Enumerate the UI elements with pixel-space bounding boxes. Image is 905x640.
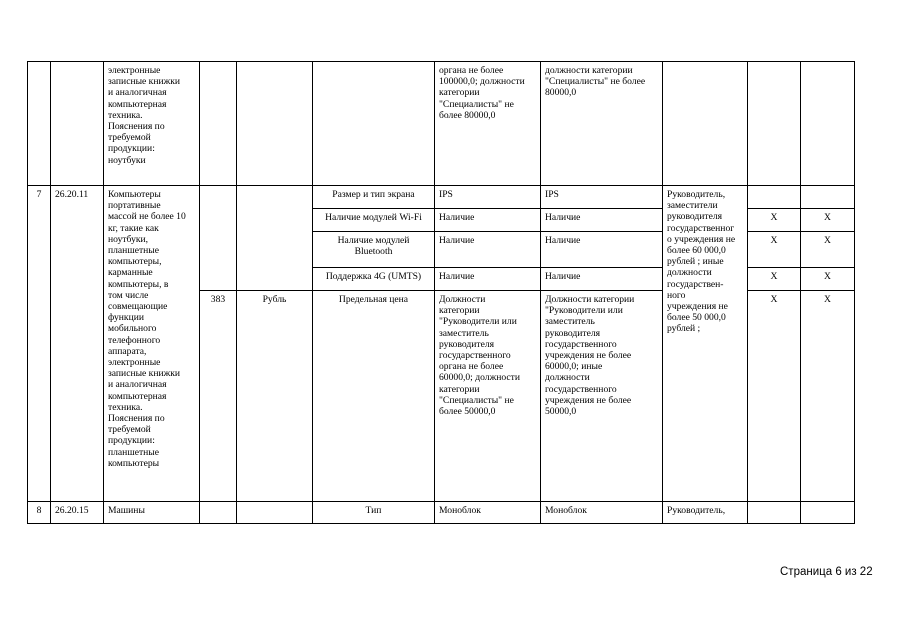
cell-value-institution: IPS — [541, 186, 663, 209]
cell-value-institution: Наличие — [541, 268, 663, 291]
cell-characteristic: Предельная цена — [313, 291, 435, 502]
cell-num: 7 — [28, 186, 51, 502]
cell-x2: X — [801, 291, 855, 502]
cell-approved-value: Руководитель, — [663, 502, 748, 524]
cell-value-institution: Наличие — [541, 232, 663, 268]
cell-characteristic: Тип — [313, 502, 435, 524]
cell-characteristic: Наличие модулей Bluetooth — [313, 232, 435, 268]
cell-value-institution: Моноблок — [541, 502, 663, 524]
cell-approved-value: Руководитель, заместители руководителя государственног о учреждения не более 60 000,0 рублей ; иные должности государствен- ного учреждения не более 50 000,0 рублей ; — [663, 186, 748, 502]
cell-okei-code — [200, 62, 237, 186]
cell-value-institution: Наличие — [541, 209, 663, 232]
cell-product-name: электронные записные книжки и аналогичная компьютерная техника. Пояснения по требуемой продукции: ноутбуки — [104, 62, 200, 186]
cell-value-state-body: Должности категории "Руководители или заместитель руководителя государственного органа не более 60000,0; должности категории "Специалисты" не более 50000,0 — [435, 291, 541, 502]
cell-x2: X — [801, 209, 855, 232]
cell-value-state-body: Наличие — [435, 209, 541, 232]
cell-characteristic: Размер и тип экрана — [313, 186, 435, 209]
cell-x2 — [801, 502, 855, 524]
cell-x1: X — [748, 268, 801, 291]
page-number: Страница 6 из 22 — [780, 566, 873, 578]
cell-value-state-body: органа не более 100000,0; должности категории "Специалисты" не более 80000,0 — [435, 62, 541, 186]
cell-x2: X — [801, 268, 855, 291]
cell-x1 — [748, 502, 801, 524]
cell-x1: X — [748, 209, 801, 232]
cell-x1 — [748, 186, 801, 209]
table-row-8 — [28, 502, 855, 524]
cell-value-state-body: Наличие — [435, 232, 541, 268]
requirements-table — [27, 61, 855, 524]
cell-value-institution: должности категории "Специалисты" не более 80000,0 — [541, 62, 663, 186]
cell-okei-code: 383 — [200, 291, 237, 502]
cell-okei-code-empty — [200, 186, 237, 291]
cell-okei-name-empty — [237, 186, 313, 291]
cell-num: 8 — [28, 502, 51, 524]
cell-x2 — [801, 62, 855, 186]
cell-value-state-body: IPS — [435, 186, 541, 209]
cell-num — [28, 62, 51, 186]
cell-x1: X — [748, 291, 801, 502]
cell-product-name: Машины — [104, 502, 200, 524]
cell-characteristic — [313, 62, 435, 186]
cell-okei-name — [237, 62, 313, 186]
cell-value-state-body: Наличие — [435, 268, 541, 291]
cell-x1: X — [748, 232, 801, 268]
cell-characteristic: Поддержка 4G (UMTS) — [313, 268, 435, 291]
cell-code — [51, 62, 104, 186]
cell-x2 — [801, 186, 855, 209]
cell-approved-value — [663, 62, 748, 186]
cell-okei-name: Рубль — [237, 291, 313, 502]
cell-okei-name — [237, 502, 313, 524]
cell-characteristic: Наличие модулей Wi-Fi — [313, 209, 435, 232]
cell-product-name: Компьютеры портативные массой не более 10 кг, такие как ноутбуки, планшетные компьютеры, карманные компьютеры, в том числе совмещающие функции мобильного телефонного аппарата, электронные записные книжки и аналогичная компьютерная техника. Пояснения по требуемой продукции: планшетные компьютеры — [104, 186, 200, 502]
cell-x1 — [748, 62, 801, 186]
table-row-7 — [28, 186, 855, 209]
cell-x2: X — [801, 232, 855, 268]
cell-code: 26.20.11 — [51, 186, 104, 502]
table-row-continuation — [28, 62, 855, 186]
cell-okei-code — [200, 502, 237, 524]
cell-value-institution: Должности категории "Руководители или заместитель руководителя государственного учреждения не более 60000,0; иные должности государственного учреждения не более 50000,0 — [541, 291, 663, 502]
cell-value-state-body: Моноблок — [435, 502, 541, 524]
cell-code: 26.20.15 — [51, 502, 104, 524]
